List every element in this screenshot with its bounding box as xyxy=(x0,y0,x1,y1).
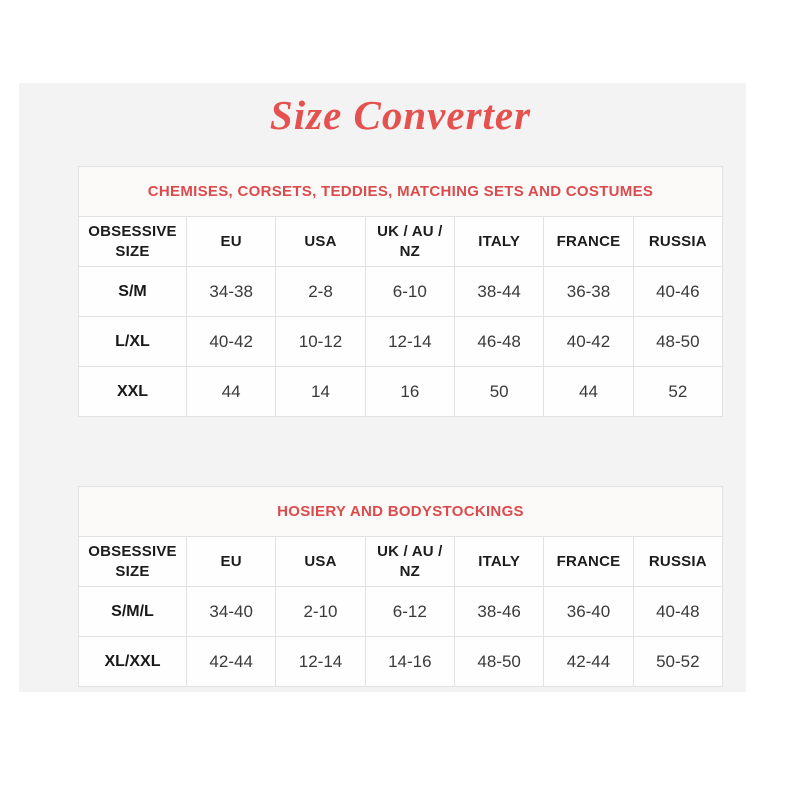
value-cell: 40-46 xyxy=(633,267,722,317)
column-header: RUSSIA xyxy=(633,537,722,587)
value-cell: 50-52 xyxy=(633,637,722,687)
table-caption-row xyxy=(79,487,723,537)
table-row xyxy=(79,267,723,317)
value-cell: 14-16 xyxy=(365,637,454,687)
table-caption-row xyxy=(79,167,723,217)
chemises-size-table xyxy=(78,166,723,417)
size-cell: L/XL xyxy=(79,317,187,367)
size-cell: S/M/L xyxy=(79,587,187,637)
column-header: EU xyxy=(187,217,276,267)
value-cell: 36-40 xyxy=(544,587,633,637)
column-header: ITALY xyxy=(454,537,543,587)
value-cell: 40-48 xyxy=(633,587,722,637)
table-row xyxy=(79,367,723,417)
value-cell: 36-38 xyxy=(544,267,633,317)
value-cell: 50 xyxy=(454,367,543,417)
value-cell: 12-14 xyxy=(276,637,365,687)
size-cell: XXL xyxy=(79,367,187,417)
value-cell: 2-8 xyxy=(276,267,365,317)
value-cell: 2-10 xyxy=(276,587,365,637)
column-header: USA xyxy=(276,537,365,587)
column-header: USA xyxy=(276,217,365,267)
column-header: OBSESSIVE SIZE xyxy=(79,217,187,267)
value-cell: 46-48 xyxy=(454,317,543,367)
value-cell: 44 xyxy=(187,367,276,417)
table-caption: HOSIERY AND BODYSTOCKINGS xyxy=(79,487,723,537)
value-cell: 10-12 xyxy=(276,317,365,367)
page-title: Size Converter xyxy=(269,92,532,138)
column-header: RUSSIA xyxy=(633,217,722,267)
size-cell: XL/XXL xyxy=(79,637,187,687)
value-cell: 42-44 xyxy=(544,637,633,687)
value-cell: 14 xyxy=(276,367,365,417)
value-cell: 34-38 xyxy=(187,267,276,317)
column-header: FRANCE xyxy=(544,217,633,267)
table-row xyxy=(79,587,723,637)
column-header: UK / AU / NZ xyxy=(365,537,454,587)
table-caption: CHEMISES, CORSETS, TEDDIES, MATCHING SETS AND COSTUMES xyxy=(79,167,723,217)
hosiery-size-table xyxy=(78,486,723,687)
value-cell: 6-12 xyxy=(365,587,454,637)
value-cell: 6-10 xyxy=(365,267,454,317)
value-cell: 12-14 xyxy=(365,317,454,367)
value-cell: 40-42 xyxy=(544,317,633,367)
column-header: FRANCE xyxy=(544,537,633,587)
column-header: ITALY xyxy=(454,217,543,267)
content-inner xyxy=(78,83,723,692)
column-header: UK / AU / NZ xyxy=(365,217,454,267)
value-cell: 38-44 xyxy=(454,267,543,317)
value-cell: 48-50 xyxy=(454,637,543,687)
value-cell: 48-50 xyxy=(633,317,722,367)
value-cell: 42-44 xyxy=(187,637,276,687)
column-header: OBSESSIVE SIZE xyxy=(79,537,187,587)
table-row xyxy=(79,637,723,687)
value-cell: 44 xyxy=(544,367,633,417)
value-cell: 16 xyxy=(365,367,454,417)
table-header-row xyxy=(79,537,723,587)
value-cell: 40-42 xyxy=(187,317,276,367)
table-row xyxy=(79,317,723,367)
value-cell: 38-46 xyxy=(454,587,543,637)
content-panel xyxy=(19,83,746,692)
size-cell: S/M xyxy=(79,267,187,317)
column-header: EU xyxy=(187,537,276,587)
table-header-row xyxy=(79,217,723,267)
value-cell: 52 xyxy=(633,367,722,417)
value-cell: 34-40 xyxy=(187,587,276,637)
